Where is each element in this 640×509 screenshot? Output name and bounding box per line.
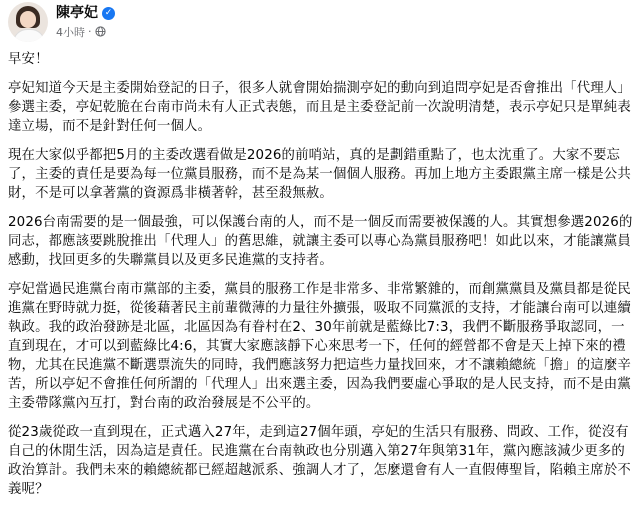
author-avatar[interactable] (8, 2, 48, 42)
post-paragraph: 早安！ (8, 52, 49, 67)
post-timestamp[interactable]: 4小時 (56, 25, 85, 39)
post-paragraph: 現在大家似乎都把5月的主委改選看做是2026的前哨站，真的是劃錯重點了，也太沈重了。大家不要忘了，主委的責任是要為每一位黨員服務，而不是為某一個個人服務。再加上地方主委跟黨主席一樣是公共財，不是可以拿著黨的資源爲非橫著幹，甚至殺無赦。 (8, 148, 631, 201)
avatar-face (20, 11, 36, 28)
post-paragraph: 亭妃當過民進黨台南市黨部的主委，黨員的服務工作是非常多、非常繁雜的，而創黨黨員及黨員都是從民進黨在野時就力挺，從後藉著民主前輩微薄的力量往外擴張，吸取不同黨派的支持，才能讓台南可以連續執政。我的政治發跡是北區，北區因為有眷村在2、30年前就是藍綠比7:3，我們不斷服務爭取認同，一直到現在，才可以到藍綠比4:6，其實大家應該靜下心來思考一下，任何的經營都不會是天上掉下來的禮物，尤其在民進黨不斷選票流失的同時，我們應該努力把這些力量找回來，才不讓賴總統「擔」的這麼辛苦，所以亭妃不會推任何所謂的「代理人」出來選主委，因為我們要虛心爭取的是人民支持，而不是由黨主委帶隊黨內互打，對台南的政治發展是不公平的。 (8, 282, 631, 411)
avatar-shirt (13, 29, 45, 42)
post-meta (56, 24, 106, 39)
post-text (8, 50, 634, 509)
post-paragraph: 亭妃知道今天是主委開始登記的日子，很多人就會開始揣測亭妃的動向到追問亭妃是否會推出「代理人」參選主委，亭妃乾脆在台南市尚未有人正式表態，而且是主委登記前一次說明清楚，表示亭妃只是單純表達立場，而不是針對任何一個人。 (8, 81, 631, 134)
author-name-row (56, 4, 115, 22)
post-paragraph: 2026台南需要的是一個最強，可以保護台南的人，而不是一個反而需要被保護的人。其實想參選2026的同志，都應該要跳脫推出「代理人」的舊思維，就讓主委可以專心為黨員服務吧！如此以來，才能讓黨員感動，找回更多的失聯黨員以及更多民進黨的支持者。 (8, 215, 633, 268)
author-name[interactable]: 陳亭妃 (56, 5, 98, 21)
globe-icon[interactable] (95, 26, 106, 37)
post-paragraph: 從23歲從政一直到現在，正式邁入27年，走到這27個年頭，亭妃的生活只有服務、問政、工作，從沒有自己的休閒生活，因為這是責任。民進黨在台南執政也分別邁入第27年與第31年，黨內應該減少更多的政治算計。我們未來的賴總統都已經超越派系、強調人才了，怎麼還會有人一直假傳聖旨，陷賴主席於不義呢？ (8, 425, 631, 497)
verified-badge-icon: ✓ (102, 7, 115, 20)
meta-separator: · (88, 25, 92, 38)
post-header (0, 0, 640, 44)
